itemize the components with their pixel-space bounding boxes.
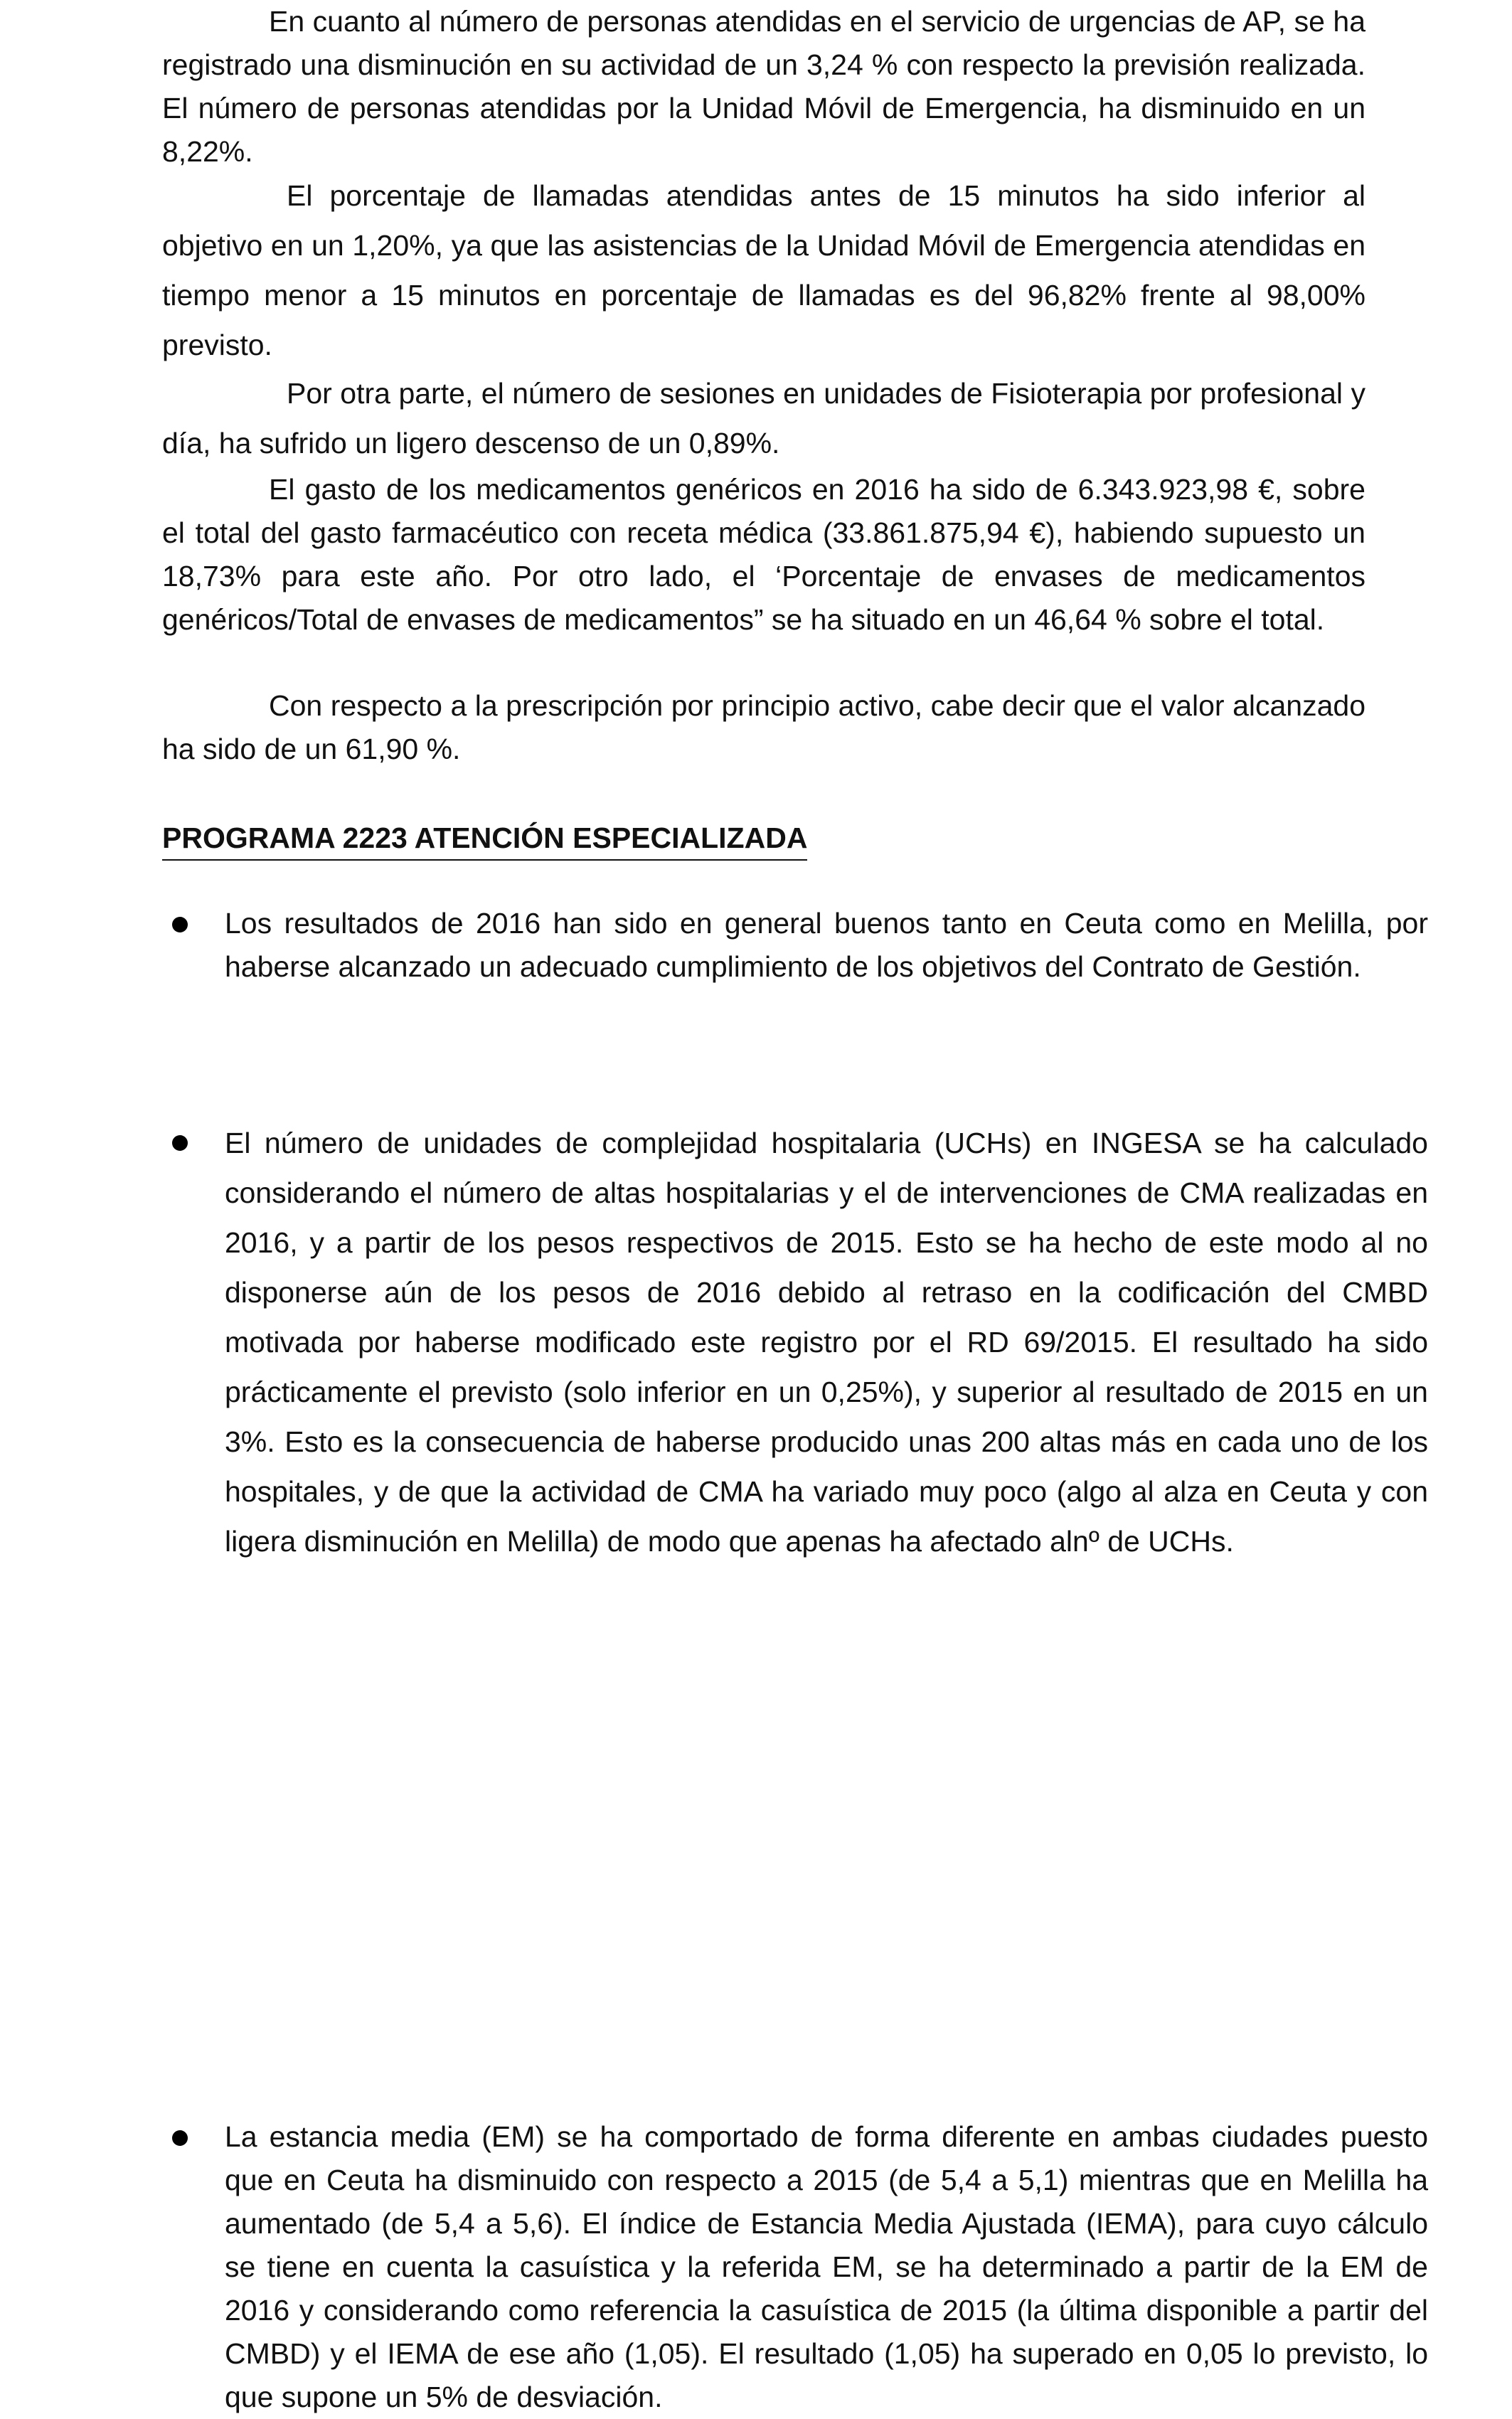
section-heading: PROGRAMA 2223 ATENCIÓN ESPECIALIZADA	[162, 817, 807, 861]
list-item-estancia-media	[162, 2115, 1428, 2419]
bullet-list	[162, 0, 1428, 2413]
bullet-icon	[172, 917, 188, 932]
list-item-text: Los resultados de 2016 han sido en general buenos tanto en Ceuta como en Melilla, por haberse alcanzado un adecuado cumplimiento de los objetivos del Contrato de Gestión.	[225, 907, 1428, 983]
bullet-icon	[172, 1135, 188, 1151]
paragraph-principio-activo: Con respecto a la prescripción por principio activo, cabe decir que el valor alcanzado ha sido de un 61,90 %.	[162, 689, 1365, 765]
list-item-uchs	[162, 1118, 1428, 1566]
paragraph-fisioterapia: Por otra parte, el número de sesiones en unidades de Fisioterapia por profesional y día, ha sufrido un ligero descenso de un 0,89%.	[162, 377, 1365, 459]
paragraph-llamadas-15-minutos: El porcentaje de llamadas atendidas antes de 15 minutos ha sido inferior al objetivo en un 1,20%, ya que las asistencias de la Unidad Móvil de Emergencia atendidas en tiempo menor a 15 minutos en porcentaje de llamadas es del 96,82% frente al 98,00% previsto.	[162, 179, 1365, 361]
bullet-icon	[172, 2130, 188, 2146]
list-item-text: El número de unidades de complejidad hospitalaria (UCHs) en INGESA se ha calculado considerando el número de altas hospitalarias y el de intervenciones de CMA realizadas en 2016, y a partir de los pesos respectivos de 2015. Esto se ha hecho de este modo al no disponerse aún de los pesos de 2016 debido al retraso en la codificación del CMBD motivada por haberse modificado este registro por el RD 69/2015. El resultado ha sido prácticamente el previsto (solo inferior en un 0,25%), y superior al resultado de 2015 en un 3%. Esto es la consecuencia de haberse producido unas 200 altas más en cada uno de los hospitales, y de que la actividad de CMA ha variado muy poco (algo al alza en Ceuta y con ligera disminución en Melilla) de modo que apenas ha afectado alnº de UCHs.	[225, 1127, 1428, 1558]
paragraph-medicamentos-genericos: El gasto de los medicamentos genéricos en 2016 ha sido de 6.343.923,98 €, sobre el total del gasto farmacéutico con receta médica (33.861.875,94 €), habiendo supuesto un 18,73% para este año. Por otro lado, el ‘Porcentaje de envases de medicamentos genéricos/Total de envases de medicamentos” se ha situado en un 46,64 % sobre el total.	[162, 473, 1365, 636]
list-item-resultados-2016	[162, 902, 1428, 989]
paragraph-urgencias-ap: En cuanto al número de personas atendidas en el servicio de urgencias de AP, se ha registrado una disminución en su actividad de un 3,24 % con respecto la previsión realizada. El número de personas atendidas por la Unidad Móvil de Emergencia, ha disminuido en un 8,22%.	[162, 5, 1365, 168]
list-item-text: La estancia media (EM) se ha comportado de forma diferente en ambas ciudades puesto que en Ceuta ha disminuido con respecto a 2015 (de 5,4 a 5,1) mientras que en Melilla ha aumentado (de 5,4 a 5,6). El índice de Estancia Media Ajustada (IEMA), para cuyo cálculo se tiene en cuenta la casuística y la referida EM, se ha determinado a partir de la EM de 2016 y considerando como referencia la casuística de 2015 (la última disponible a partir del CMBD) y el IEMA de ese año (1,05). El resultado (1,05) ha superado en 0,05 lo previsto, lo que supone un 5% de desviación.	[225, 2120, 1428, 2413]
